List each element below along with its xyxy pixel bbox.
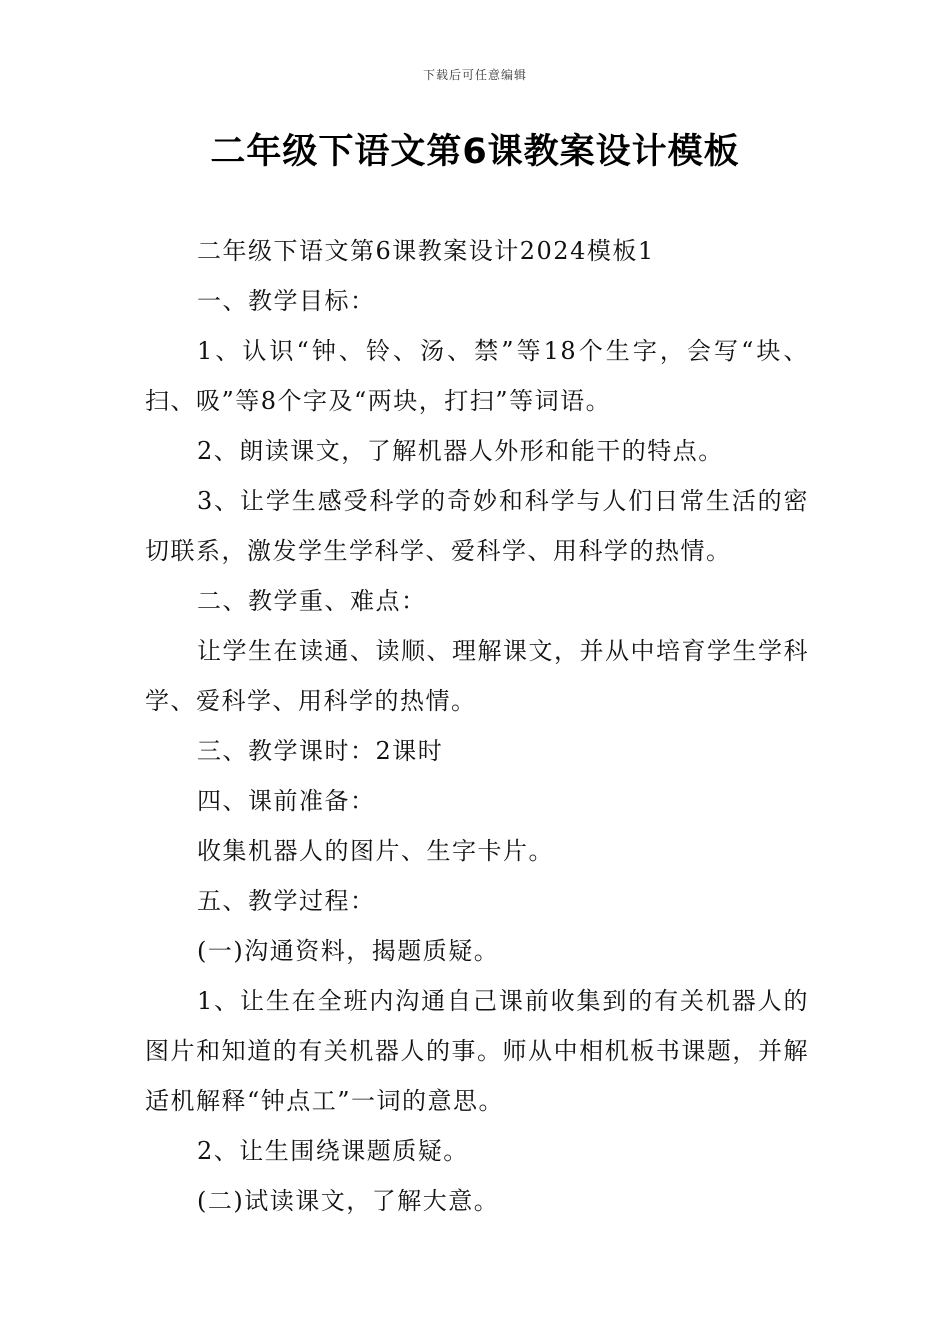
paragraph-heading-focus: 二、教学重、难点： xyxy=(197,587,427,615)
paragraph-heading-goals: 一、教学目标： xyxy=(197,287,376,315)
header-note: 下载后可任意编辑 xyxy=(422,68,527,82)
paragraph-heading-process: 五、教学过程： xyxy=(197,887,376,915)
paragraph-goal-3: 3、让学生感受科学的奇妙和科学与人们日常生活的密切联系，激发学生学科学、爱科学、用科学的热情。 xyxy=(145,487,809,565)
paragraph-heading-prep: 四、课前准备： xyxy=(197,787,376,815)
document-body xyxy=(145,226,809,1226)
paragraph-hours: 三、教学课时：2课时 xyxy=(197,737,444,765)
paragraph-process-1-1: 1、让生在全班内沟通自己课前收集到的有关机器人的图片和知道的有关机器人的事。师从中相机板书课题，并解适机解释“钟点工”一词的意思。 xyxy=(145,987,809,1115)
paragraph-process-1-2: 2、让生围绕课题质疑。 xyxy=(197,1137,469,1165)
paragraph-subtitle: 二年级下语文第6课教案设计2024模板1 xyxy=(197,237,655,265)
document-title: 二年级下语文第6课教案设计模板 xyxy=(210,132,740,172)
paragraph-focus: 让学生在读通、读顺、理解课文，并从中培育学生学科学、爱科学、用科学的热情。 xyxy=(145,637,809,715)
paragraph-process-step-1: (一)沟通资料，揭题质疑。 xyxy=(197,937,500,965)
paragraph-goal-2: 2、朗读课文，了解机器人外形和能干的特点。 xyxy=(197,437,724,465)
paragraph-process-step-2: (二)试读课文，了解大意。 xyxy=(197,1187,500,1215)
paragraph-goal-1: 1、认识“钟、铃、汤、禁”等18个生字，会写“块、扫、吸”等8个字及“两块，打扫”等词语。 xyxy=(145,337,809,415)
paragraph-prep: 收集机器人的图片、生字卡片。 xyxy=(197,837,554,865)
